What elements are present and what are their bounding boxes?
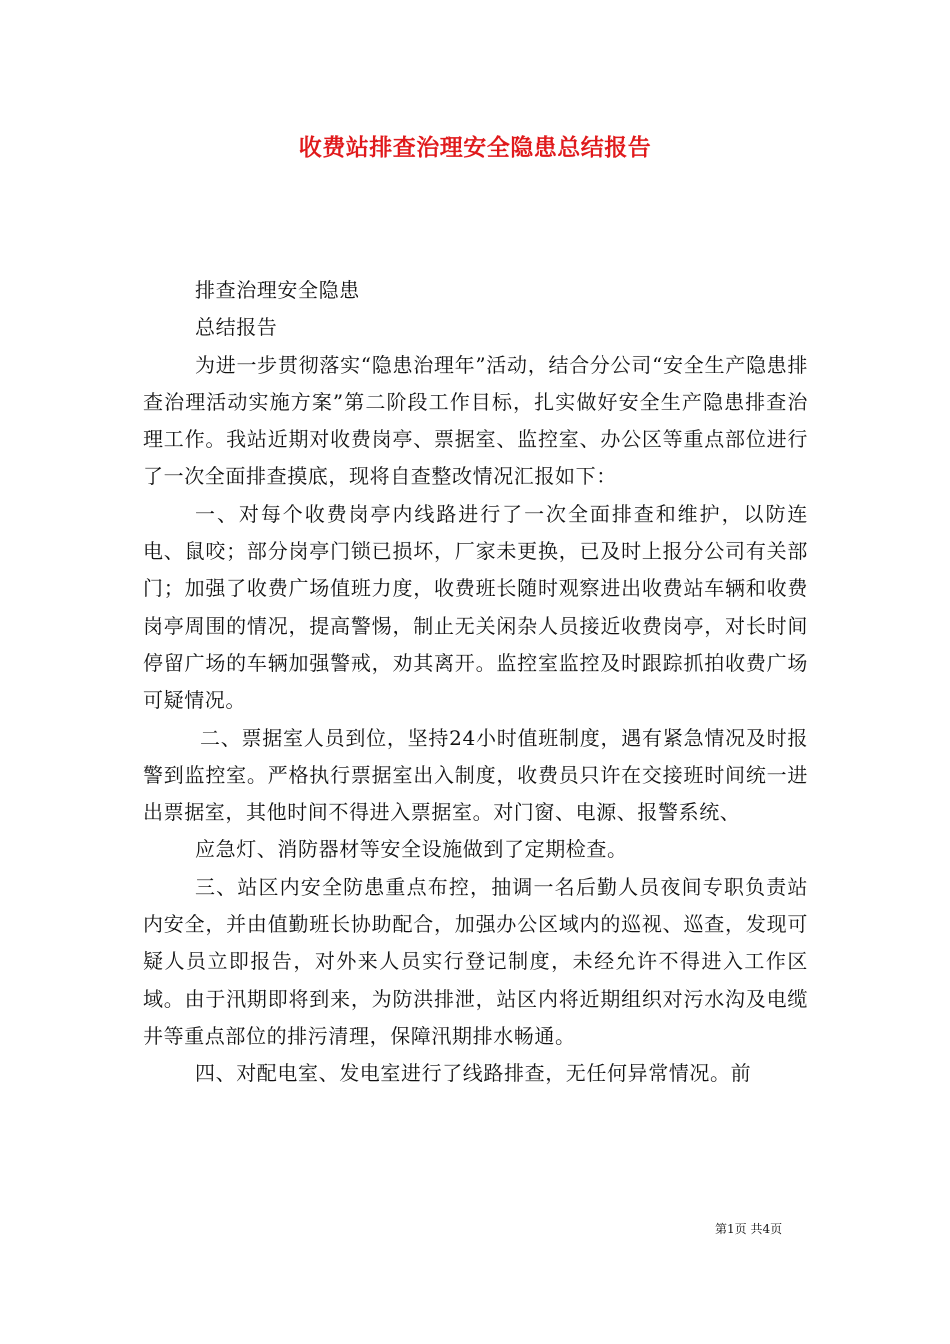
section-two-continuation: 应急灯、消防器材等安全设施做到了定期检查。	[195, 837, 628, 862]
subtitle-line-2: 总结报告	[195, 315, 278, 340]
footer-suffix: 页	[770, 1222, 783, 1236]
section-three-paragraph: 三、站区内安全防患重点布控，抽调一名后勤人员夜间专职负责站内安全，并由值勤班长协助配合，加强办公区域内的巡视、巡查，发现可疑人员立即报告，对外来人员实行登记制度，未经允许不得进入工作区域。由于汛期即将到来，为防洪排泄，站区内将近期组织对污水沟及电缆井等重点部位的排污清理，保障汛期排水畅通。	[143, 874, 808, 1048]
subtitle-line-1: 排查治理安全隐患	[195, 278, 360, 302]
total-page-number: 4	[762, 1222, 771, 1236]
intro-paragraph: 为进一步贯彻落实“隐患治理年”活动，结合分公司“安全生产隐患排查治理活动实施方案”第二阶段工作目标，扎实做好安全生产隐患排查治理工作。我站近期对收费岗亭、票据室、监控室、办公区等重点部位进行了一次全面排查摸底，现将自查整改情况汇报如下：	[143, 352, 808, 489]
document-title: 收费站排查治理安全隐患总结报告	[298, 134, 652, 161]
section-four-paragraph: 四、对配电室、发电室进行了线路排查，无任何异常情况。前	[195, 1061, 752, 1086]
current-page-number: 1	[727, 1222, 735, 1236]
section-two-paragraph: 二、票据室人员到位，坚持24小时值班制度，遇有紧急情况及时报警到监控室。严格执行票据室出入制度，收费员只许在交接班时间统一进出票据室，其他时间不得进入票据室。对门窗、电源、报警系统、	[143, 725, 808, 825]
footer-prefix: 第	[715, 1222, 728, 1236]
document-body	[143, 272, 808, 1093]
page-footer	[715, 1220, 782, 1238]
footer-mid: 页 共	[734, 1222, 763, 1236]
section-one-paragraph: 一、对每个收费岗亭内线路进行了一次全面排查和维护，以防连电、鼠咬；部分岗亭门锁已损坏，厂家未更换，已及时上报分公司有关部门；加强了收费广场值班力度，收费班长随时观察进出收费站车辆和收费岗亭周围的情况，提高警惕，制止无关闲杂人员接近收费岗亭，对长时间停留广场的车辆加强警戒，劝其离开。监控室监控及时跟踪抓拍收费广场可疑情况。	[143, 501, 808, 713]
